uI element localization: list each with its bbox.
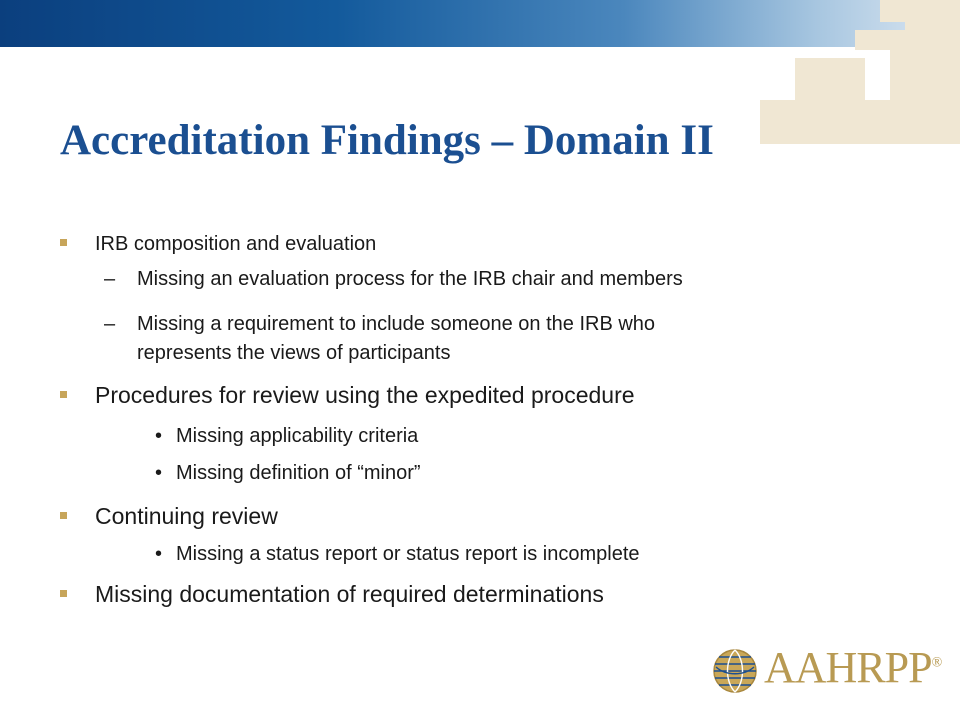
square-bullet-icon	[60, 391, 67, 398]
slide-title: Accreditation Findings – Domain II	[60, 117, 714, 164]
header-gradient-bar	[0, 0, 960, 47]
square-bullet-icon	[60, 512, 67, 519]
logo-wordmark: AAHRPP®	[764, 643, 942, 692]
square-bullet-icon	[60, 239, 67, 246]
square-bullet-icon	[60, 590, 67, 597]
globe-icon	[712, 648, 758, 694]
aahrpp-logo	[712, 643, 952, 696]
